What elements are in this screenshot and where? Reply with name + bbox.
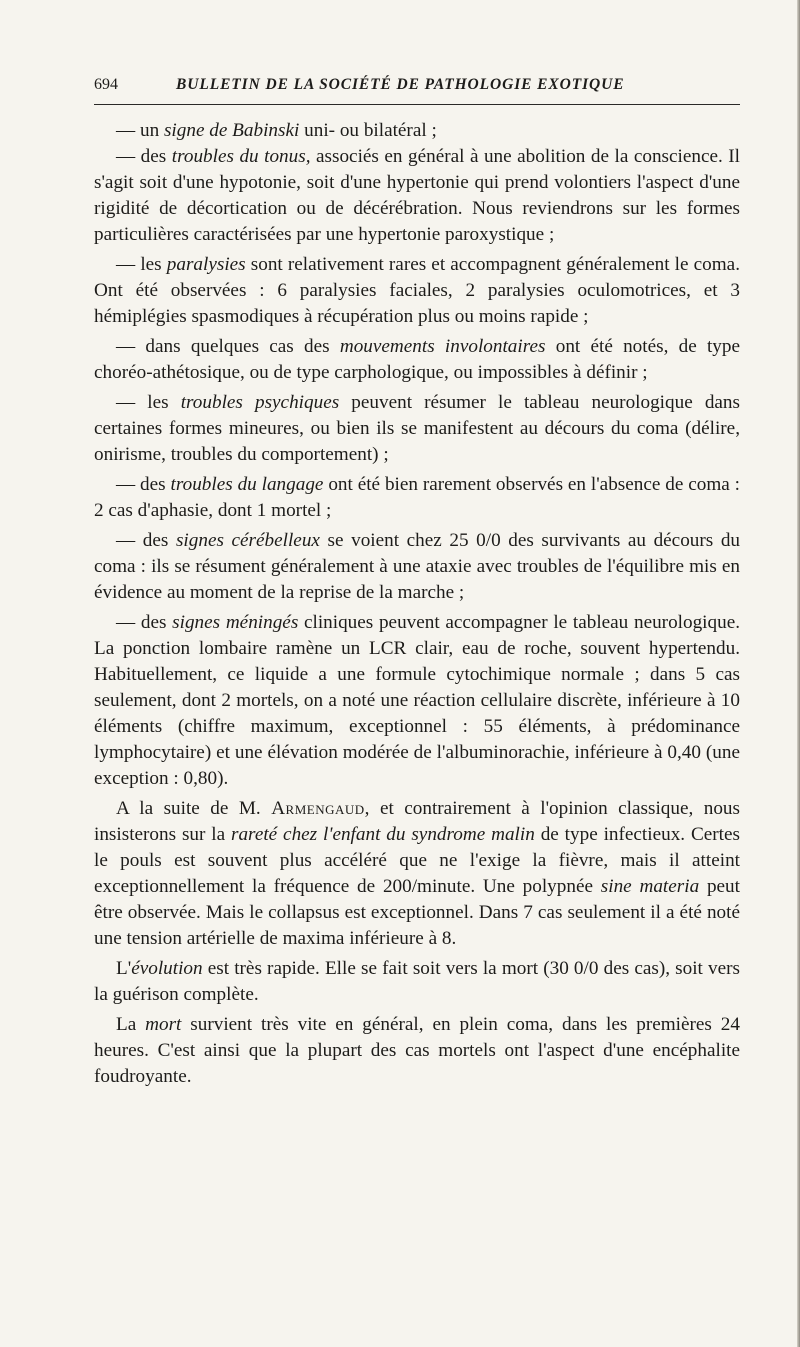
- paragraph-mort: La mort survient très vite en général, en plein coma, dans les premières 24 heures. C'est ainsi que la plupart des cas mortels ont l'aspect d'une encéphalite foudroyante.: [94, 1014, 740, 1087]
- paragraph-paralysies: — les paralysies sont relativement rares et accompagnent généralement le coma. Ont été observées : 6 paralysies faciales, 2 paralysies oculomotrices, et 3 hémiplégies spasmodiques à récupération plus ou moins rapide ;: [94, 254, 740, 327]
- running-title: BULLETIN DE LA SOCIÉTÉ DE PATHOLOGIE EXOTIQUE: [176, 76, 625, 93]
- paragraph-tonus: — des troubles du tonus, associés en général à une abolition de la conscience. Il s'agit soit d'une hypotonie, soit d'une hypertonie qui prend volontiers l'aspect d'une rigidité de décortication ou de décérébration. Nous reviendrons sur les formes particulières caractérisées par une hypertonie paroxystique ;: [94, 146, 741, 245]
- paragraph-babinski: — un signe de Babinski uni- ou bilatéral ;: [116, 120, 437, 141]
- page-number: 694: [94, 76, 118, 93]
- italic-term: évolution: [131, 958, 203, 979]
- italic-term: mouvements involontaires: [339, 336, 546, 357]
- paragraph-langage: — des troubles du langage ont été bien rarement observés en l'absence de coma : 2 cas d'aphasie, dont 1 mortel ;: [94, 474, 741, 521]
- italic-term: mort: [145, 1014, 182, 1035]
- italic-term: signe de Babinski: [163, 120, 300, 141]
- italic-term: rareté chez l'enfant du syndrome malin: [231, 824, 535, 845]
- header-rule: [94, 104, 740, 105]
- italic-term: troubles du tonus,: [171, 146, 311, 167]
- paragraph-evolution: L'évolution est très rapide. Elle se fait soit vers la mort (30 0/0 des cas), soit vers la guérison complète.: [94, 958, 740, 1005]
- paragraph-meninges: — des signes méningés cliniques peuvent accompagner le tableau neurologique. La ponction lombaire ramène un LCR clair, eau de roche, souvent hypertendu. Habituellement, ce liquide a une formule cytochimique normale ; dans 5 cas seulement, dont 2 mortels, on a noté une réaction cellulaire discrète, inférieure à 10 éléments (chiffre maximum, exceptionnel : 55 éléments, à prédominance lymphocytaire) et une élévation modérée de l'albuminorachie, inférieure à 0,40 (une exception : 0,80).: [94, 612, 741, 789]
- italic-term: signes méningés: [172, 612, 299, 633]
- running-header: [94, 76, 740, 94]
- paragraph-mouvements: — dans quelques cas des mouvements involontaires ont été notés, de type choréo-athétosique, ou de type carphologique, ou impossibles à définir ;: [94, 336, 741, 383]
- paragraph-psychiques: — les troubles psychiques peuvent résumer le tableau neurologique dans certaines formes mineures, ou bien ils se manifestent au décours du coma (délire, onirisme, troubles du comportement) ;: [94, 392, 740, 465]
- paragraph-armengaud: A la suite de M. Armengaud, et contrairement à l'opinion classique, nous insisterons sur la rareté chez l'enfant du syndrome malin de type infectieux. Certes le pouls est souvent plus accéléré que ne l'exige la fièvre, mais il atteint exceptionnellement la fréquence de 200/minute. Une polypnée sine materia peut être observée. Mais le collapsus est exceptionnel. Dans 7 cas seulement il a été noté une tension artérielle de maxima inférieure à 8.: [94, 798, 740, 949]
- paragraph-cerebelleux: — des signes cérébelleux se voient chez 25 0/0 des survivants au décours du coma : ils se résument généralement à une ataxie avec troubles de l'équilibre mis en évidence au moment de la reprise de la marche ;: [94, 530, 741, 603]
- italic-term: troubles psychiques: [180, 392, 340, 413]
- italic-term: paralysies: [166, 254, 246, 275]
- author-name: Armengaud: [271, 798, 365, 819]
- italic-term: troubles du langage: [170, 474, 324, 495]
- body-text: [94, 118, 740, 1090]
- italic-term: sine materia: [600, 876, 700, 897]
- italic-term: signes cérébelleux: [175, 530, 320, 551]
